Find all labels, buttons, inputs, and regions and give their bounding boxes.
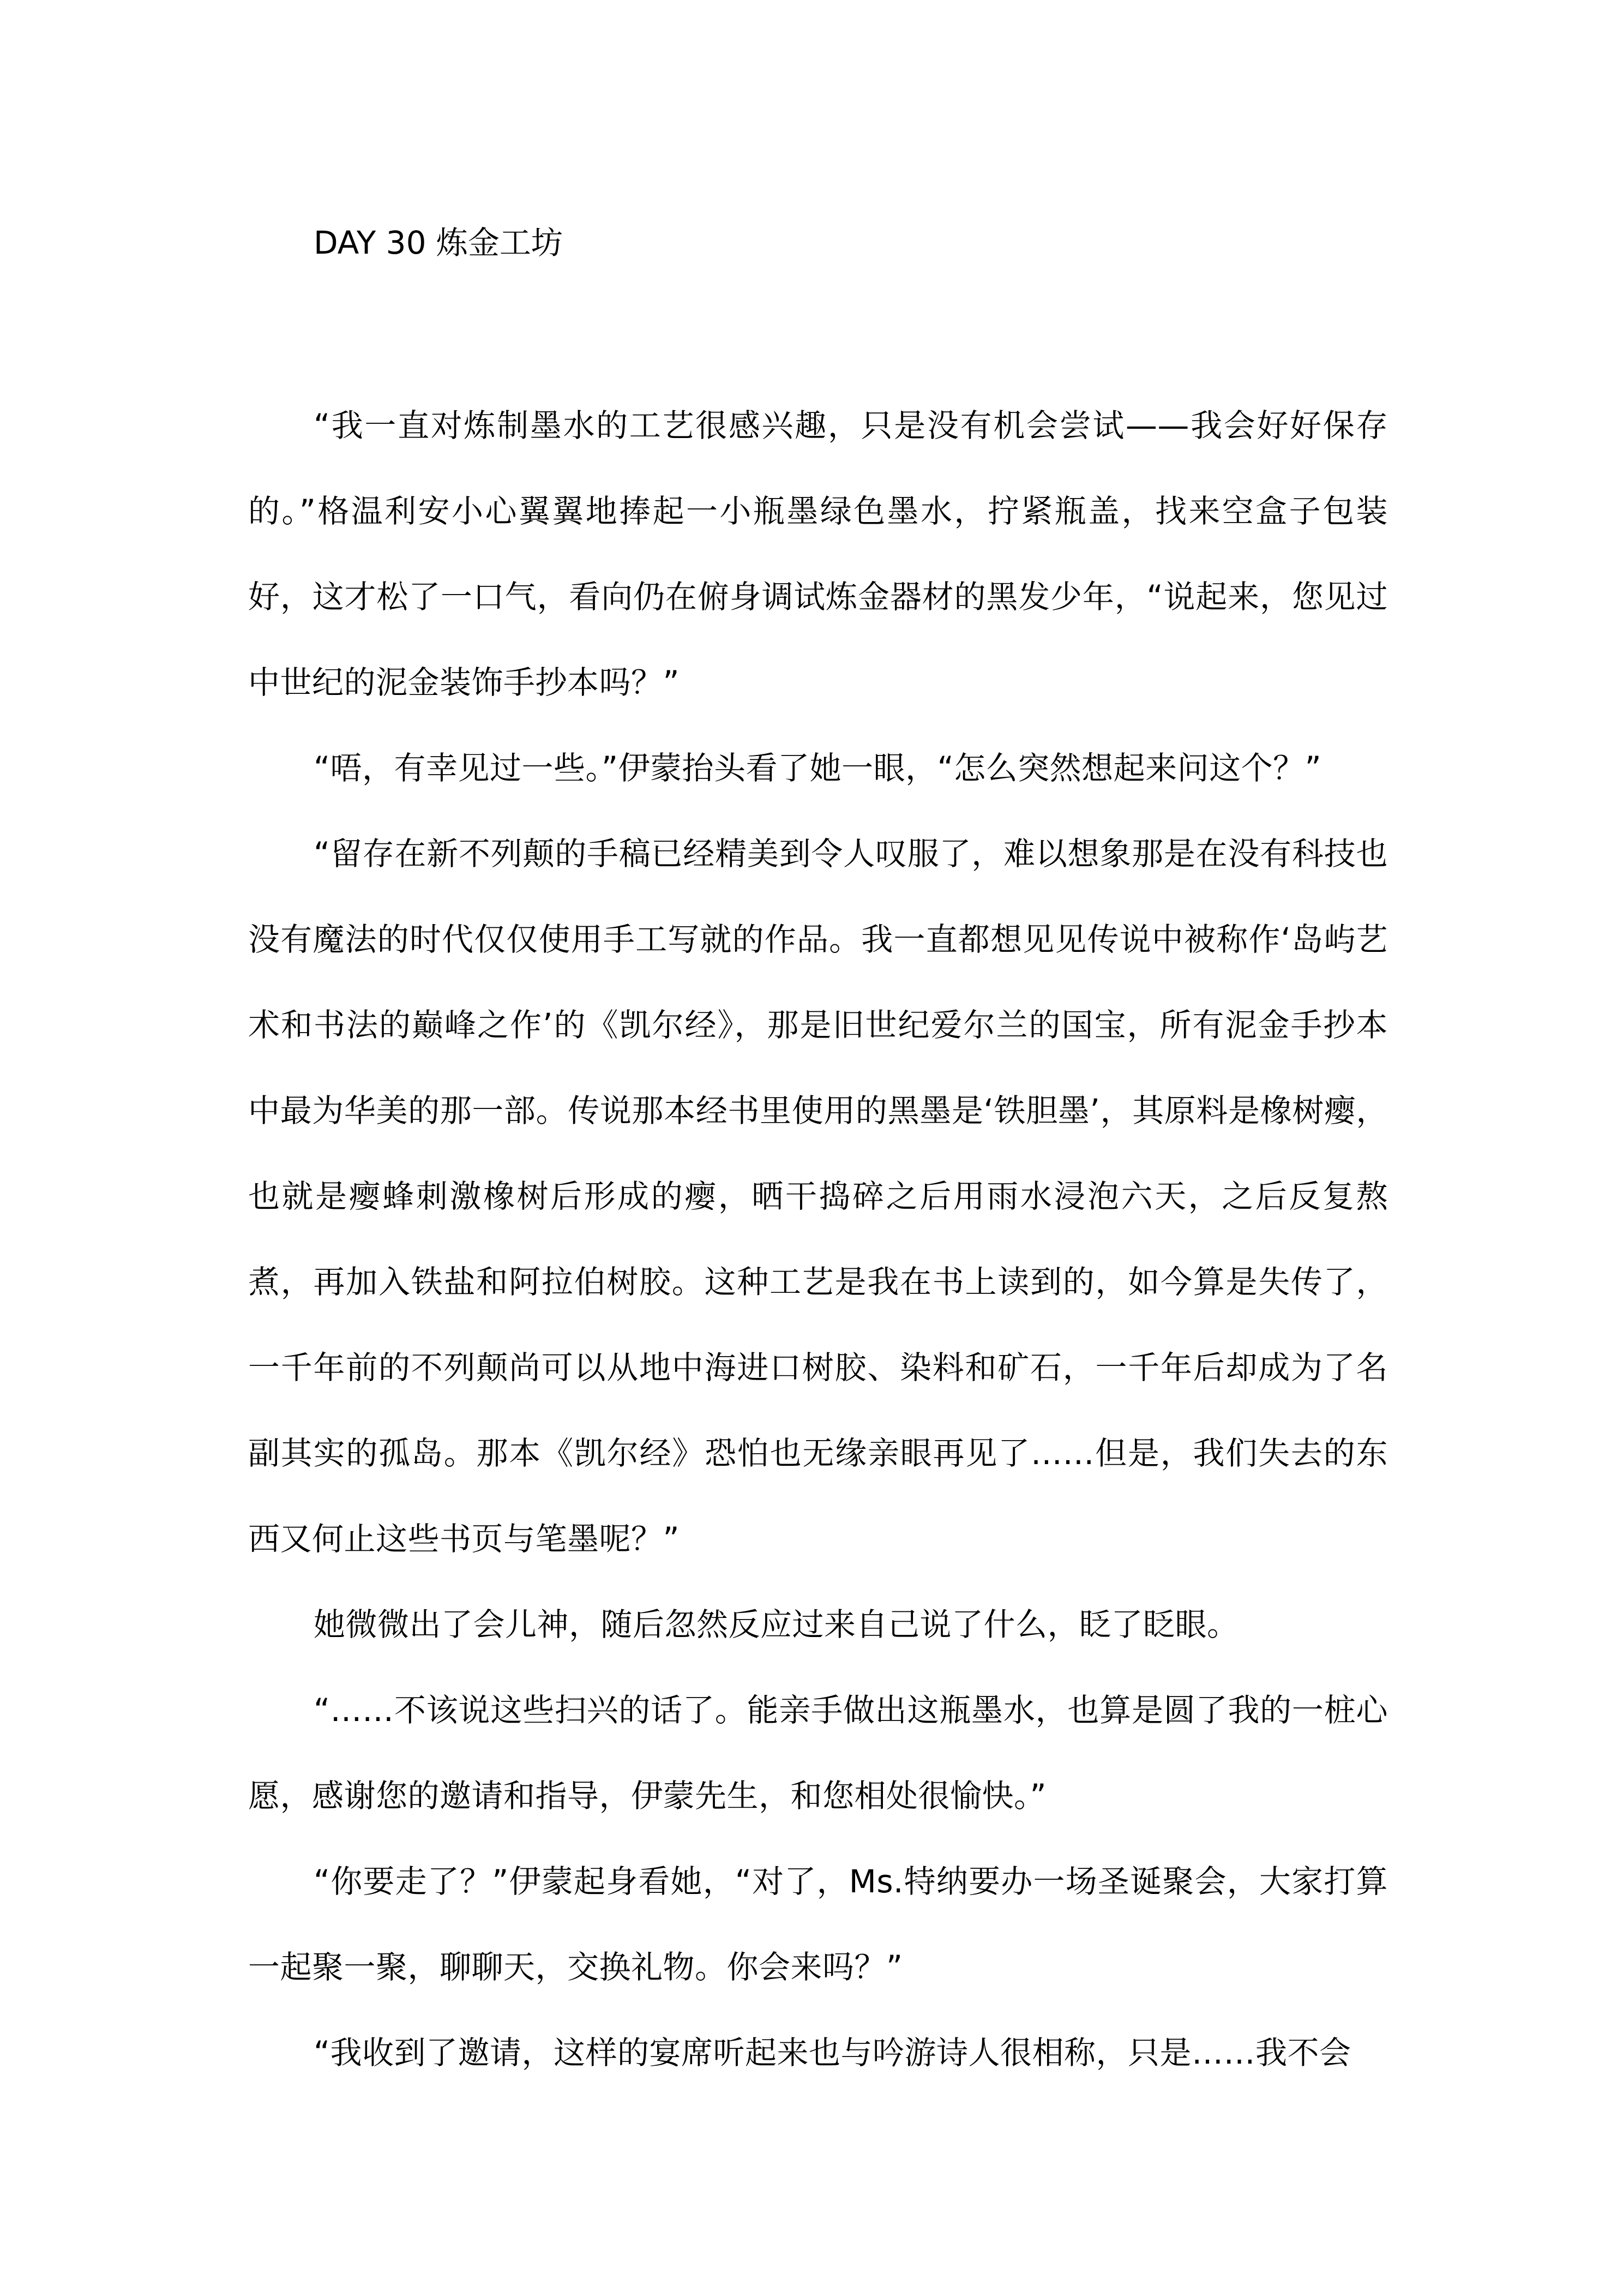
body-text [248,383,1388,2096]
paragraph: 她微微出了会儿神，随后忽然反应过来自己说了什么，眨了眨眼。 [314,1606,1239,1643]
paragraph: “唔，有幸见过一些。”伊蒙抬头看了她一眼，“怎么突然想起来问这个？” [314,750,1322,787]
paragraph: “我一直对炼制墨水的工艺很感兴趣，只是没有机会尝试——我会好好保存的。”格温利安小心翼翼地捧起一小瓶墨绿色墨水，拧紧瓶盖，找来空盒子包装好，这才松了一口气，看向仍在俯身调试炼金器材的黑发少年，“说起来，您见过中世纪的泥金装饰手抄本吗？” [248,407,1388,701]
chapter-title: DAY 30 炼金工坊 [314,224,563,261]
paragraph: “留存在新不列颠的手稿已经精美到令人叹服了，难以想象那是在没有科技也没有魔法的时代仅仅使用手工写就的作品。我一直都想见见传说中被称作‘岛屿艺术和书法的巅峰之作’的《凯尔经》，那是旧世纪爱尔兰的国宝，所有泥金手抄本中最为华美的那一部。传说那本经书里使用的黑墨是‘铁胆墨’，其原料是橡树瘿，也就是瘿蜂刺激橡树后形成的瘿，晒干捣碎之后用雨水浸泡六天，之后反复熬煮，再加入铁盐和阿拉伯树胶。这种工艺是我在书上读到的，如今算是失传了，一千年前的不列颠尚可以从地中海进口树胶、染料和矿石，一千年后却成为了名副其实的孤岛。那本《凯尔经》恐怕也无缘亲眼再见了……但是，我们失去的东西又何止这些书页与笔墨呢？” [248,835,1388,1557]
paragraph: “你要走了？”伊蒙起身看她，“对了，Ms.特纳要办一场圣诞聚会，大家打算一起聚一聚，聊聊天，交换礼物。你会来吗？” [248,1863,1388,1986]
paragraph: “我收到了邀请，这样的宴席听起来也与吟游诗人很相称，只是……我不会 [314,2034,1351,2071]
paragraph: “……不该说这些扫兴的话了。能亲手做出这瓶墨水，也算是圆了我的一桩心愿，感谢您的邀请和指导，伊蒙先生，和您相处很愉快。” [248,1692,1388,1814]
